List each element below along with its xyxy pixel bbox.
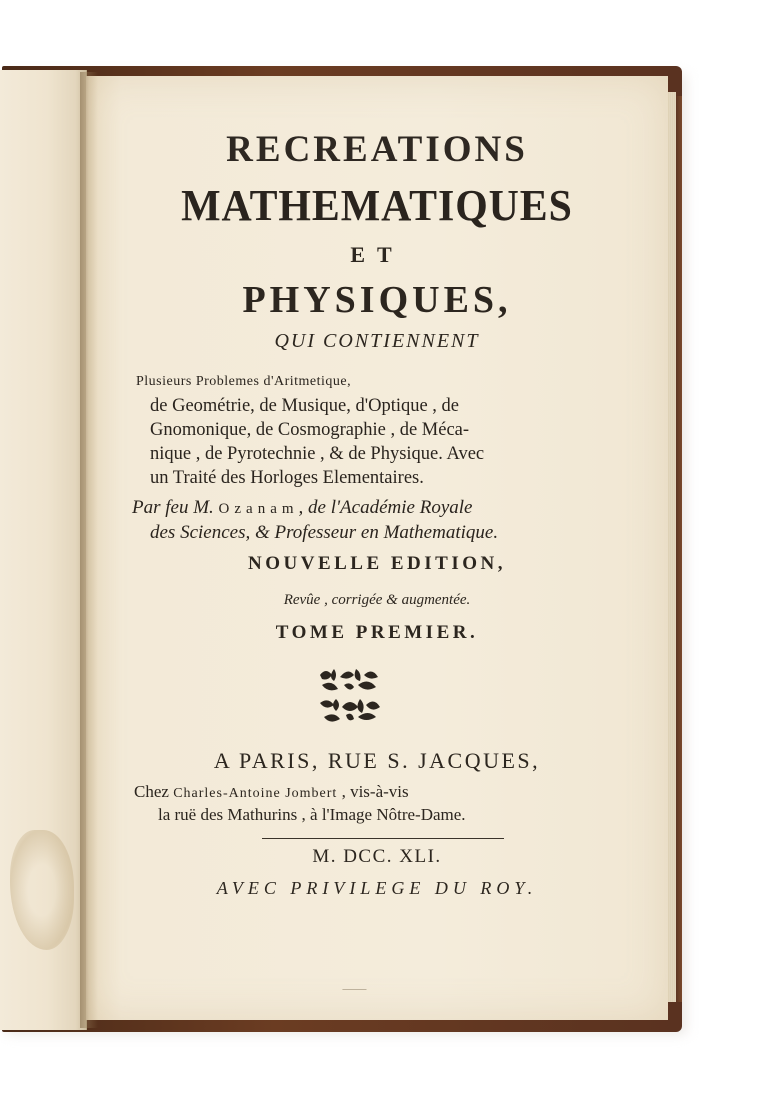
- fleuron-ornament: [316, 663, 382, 725]
- author-prefix: Par feu M.: [132, 497, 219, 518]
- volume-label: TOME PREMIER.: [275, 622, 479, 643]
- imprint-address: la ruë des Mathurins , à l'Image Nôtre-Dame.: [158, 805, 466, 824]
- binding-edge: [676, 96, 682, 1002]
- publication-year: M. DCC. XLI.: [312, 846, 442, 867]
- description-paragraph: [136, 368, 580, 490]
- foxing-stain: [10, 830, 74, 950]
- royal-privilege: AVEC PRIVILEGE DU ROY.: [216, 878, 538, 898]
- horizontal-rule: [262, 838, 504, 839]
- description-line-5: un Traité des Horloges Elementaires.: [150, 468, 424, 488]
- description-line-1-text: Plusieurs Problemes d'Aritmetique,: [136, 374, 352, 389]
- imprint-city: A PARIS, RUE S. JACQUES,: [213, 748, 541, 773]
- title-recreations: RECREATIONS: [226, 129, 528, 170]
- imprint-printer: [134, 782, 409, 802]
- edition-label: NOUVELLE EDITION,: [248, 553, 506, 574]
- signature-mark: ⸻: [342, 984, 367, 995]
- revision-note: Revûe , corrigée & augmentée.: [283, 592, 471, 608]
- imprint-vis-a-vis: , vis-à-vis: [337, 782, 409, 801]
- description-line-3: Gnomonique, de Cosmographie , de Méca-: [150, 420, 470, 440]
- author-name: Ozanam: [218, 501, 299, 517]
- author-affiliation: , de l'Académie Royale: [298, 497, 473, 518]
- left-page: [0, 70, 87, 1030]
- author-line-1: [132, 497, 572, 519]
- subtitle-qui-contiennent: QUI CONTIENNENT: [274, 330, 480, 352]
- description-line-2: de Geométrie, de Musique, d'Optique , de: [150, 396, 460, 416]
- title-et: ET: [350, 242, 404, 267]
- title-physiques: PHYSIQUES,: [242, 279, 512, 321]
- printer-name: Charles-Antoine Jombert: [173, 786, 338, 801]
- imprint-chez: Chez: [134, 782, 174, 801]
- description-line-1: [136, 368, 580, 394]
- title-mathematiques: MATHEMATIQUES: [181, 181, 573, 230]
- author-line-2: des Sciences, & Professeur en Mathematique.: [150, 522, 499, 543]
- page-edges: [668, 92, 676, 1002]
- description-line-4: nique , de Pyrotechnie , & de Physique. Avec: [150, 444, 485, 464]
